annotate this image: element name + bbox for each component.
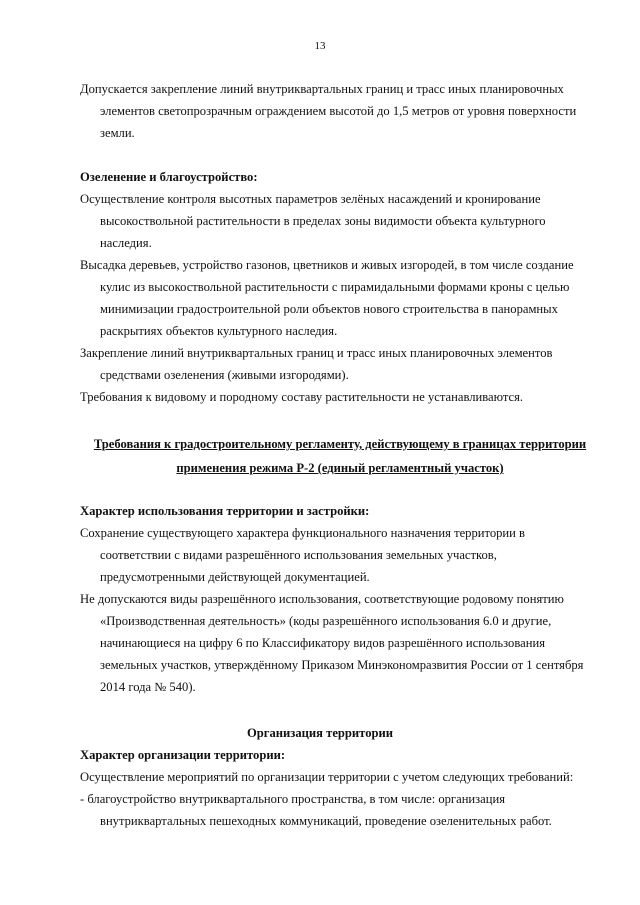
heading-organization-character: Характер организации территории: (80, 748, 286, 762)
section-title-line-1: Требования к градостроительному регламенту, действующему в границах территории (93, 437, 587, 451)
paragraph-continuation: соответствии с видами разрешённого использования земельных участков, предусмотренными действующей документацией. (100, 548, 497, 584)
paragraph-first-line: Сохранение существующего характера функционального назначения территории в (80, 526, 526, 540)
section-title-line-2: применения режима Р-2 (единый регламентный участок) (176, 461, 504, 475)
paragraph-continuation: кулис из высокоствольной растительности с пирамидальными формами кроны с целью минимизации градостроительной роли объектов нового строительства в панорамных раскрытиях объектов культурного наследия. (100, 280, 570, 338)
paragraph-continuation: средствами озеленения (живыми изгородями). (100, 368, 349, 382)
paragraph-first-line: Высадка деревьев, устройство газонов, цветников и живых изгородей, в том числе создание (80, 258, 574, 272)
paragraph-height-control (80, 188, 600, 254)
paragraph-fence (80, 78, 600, 144)
paragraph-first-line: Допускается закрепление линий внутриквартальных границ и трасс иных планировочных (80, 82, 564, 96)
paragraph-first-line: Осуществление мероприятий по организации территории с учетом следующих требований: (80, 770, 574, 784)
paragraph-measures (80, 766, 600, 788)
paragraph-first-line: Закрепление линий внутриквартальных границ и трасс иных планировочных элементов (80, 346, 553, 360)
paragraph-continuation: внутриквартальных пешеходных коммуникаций, проведение озеленительных работ. (100, 814, 552, 828)
paragraph-hedges (80, 342, 600, 386)
paragraph-first-line: Требования к видовому и породному составу растительности не устанавливаются. (80, 390, 524, 404)
page-number: 13 (314, 40, 326, 52)
paragraph-continuation: «Производственная деятельность» (коды разрешённого использования 6.0 и другие, начинающиеся на цифру 6 по Классификатору видов разрешённого использования земельных участков, утверждённому Приказом Минэкономразвития России от 1 сентября 2014 года № 540). (100, 614, 584, 694)
heading-organization: Организация территории (246, 726, 394, 740)
paragraph-first-line: Не допускаются виды разрешённого использования, соответствующие родовому понятию (80, 592, 564, 606)
paragraph-preservation (80, 522, 600, 588)
paragraph-continuation: высокоствольной растительности в пределах зоны видимости объекта культурного наследия. (100, 214, 546, 250)
paragraph-planting (80, 254, 600, 342)
paragraph-first-line: Осуществление контроля высотных параметров зелёных насаждений и кронирование (80, 192, 541, 206)
heading-greening: Озеленение и благоустройство: (80, 170, 258, 184)
paragraph-first-line: - благоустройство внутриквартального пространства, в том числе: организация (80, 792, 506, 806)
paragraph-species (80, 386, 600, 408)
paragraph-continuation: элементов светопрозрачным ограждением высотой до 1,5 метров от уровня поверхности земли. (100, 104, 577, 140)
heading-usage: Характер использования территории и застройки: (80, 504, 370, 518)
paragraph-prohibited (80, 588, 600, 698)
list-item-landscaping (80, 788, 600, 832)
